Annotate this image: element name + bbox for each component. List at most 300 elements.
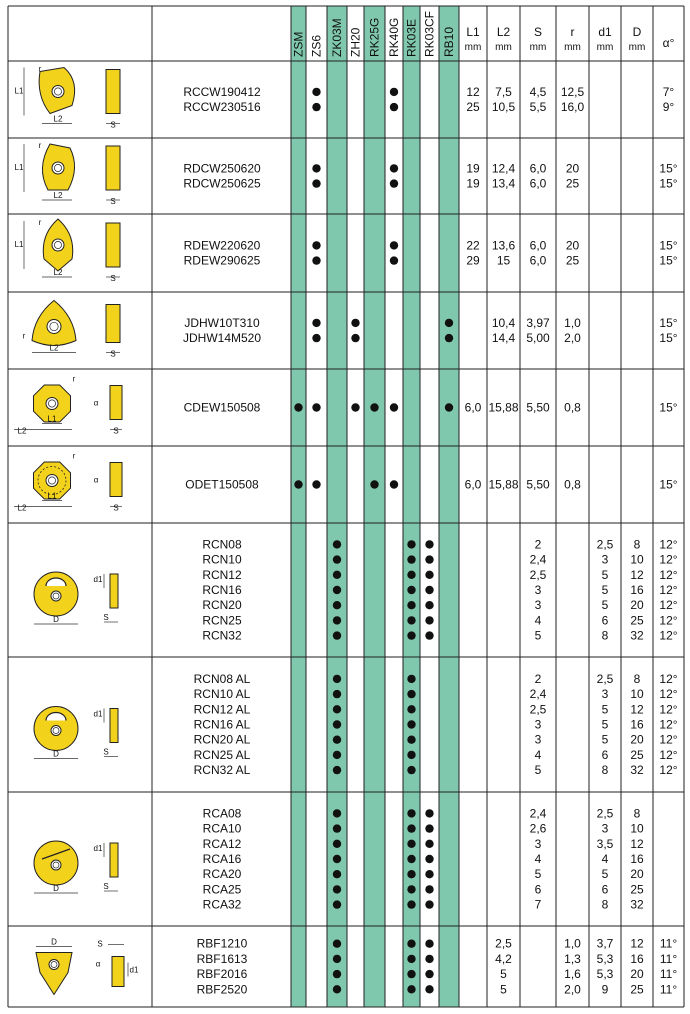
insert-row-rca32: [203, 898, 644, 912]
grade-dot-zk03m: [333, 690, 341, 698]
grade-dot-rk03e: [407, 885, 415, 893]
dim-unit-l2: mm: [495, 42, 512, 53]
grade-dot-zk03m: [333, 985, 341, 993]
grade-dot-rk03e: [407, 601, 415, 609]
dimension-label: r: [38, 64, 42, 74]
grade-dot-rk25g: [370, 403, 378, 411]
value-d1: 5: [601, 732, 609, 747]
grade-dot-rk03cf: [425, 586, 433, 594]
value-r: 2,0: [564, 331, 581, 346]
insert-code: RCA08: [202, 806, 242, 821]
grade-header-rk40g: RK40G: [387, 17, 401, 57]
value-alpha: 11°: [659, 982, 678, 997]
dimension-label: L2: [17, 503, 27, 513]
value-d: 10: [630, 687, 644, 702]
grade-dot-rk03cf: [425, 555, 433, 563]
value-s: 4: [534, 852, 542, 866]
value-r: 16,0: [560, 100, 585, 115]
value-d1: 5: [601, 702, 609, 717]
value-s: 3: [534, 598, 542, 613]
insert-drawing-rcnal: [34, 707, 118, 759]
grade-dot-rk03cf: [425, 900, 433, 908]
grade-dot-zk03m: [333, 855, 341, 863]
value-l1: 6,0: [464, 477, 482, 492]
insert-side-view: [106, 223, 120, 267]
insert-row-rca16: [203, 852, 644, 866]
value-l1: 19: [466, 176, 480, 191]
value-r: 25: [565, 176, 580, 191]
value-d: 25: [630, 747, 644, 762]
insert-code: RCN12 AL: [193, 702, 251, 717]
grade-dot-rk03cf: [425, 824, 433, 832]
grade-dot-zk03m: [333, 870, 341, 878]
grade-dot-rk40g: [390, 403, 398, 411]
value-d1: 5: [601, 598, 609, 613]
insert-drawing-rca: [34, 841, 118, 893]
value-s: 2,4: [529, 806, 547, 821]
insert-code: RBF2520: [196, 982, 248, 997]
insert-code: RCN16 AL: [193, 717, 251, 732]
value-d1: 8: [601, 763, 609, 778]
grade-dot-rk25g: [370, 480, 378, 488]
insert-drawing-jdhw: [23, 301, 120, 359]
insert-row-rccw190412: [183, 85, 674, 99]
grade-dot-rk03e: [407, 870, 415, 878]
dim-header-l2: L2: [496, 25, 511, 39]
grade-dot-zk03m: [333, 766, 341, 774]
value-s: 2: [534, 537, 542, 552]
value-s: 5: [534, 763, 542, 778]
insert-code: RCN25 AL: [193, 747, 251, 762]
value-alpha: 12°: [659, 717, 678, 732]
insert-row-rdew290625: [184, 254, 678, 268]
value-alpha: 12°: [659, 537, 678, 552]
grade-dot-rk03e: [407, 705, 415, 713]
value-alpha: 12°: [659, 763, 678, 778]
value-r: 1,3: [564, 951, 581, 966]
value-s: 2,4: [529, 687, 547, 702]
grade-dot-zs6: [312, 403, 320, 411]
value-d1: 8: [601, 897, 609, 912]
insert-row-rdcw250620: [183, 161, 677, 175]
grade-dot-zk03m: [333, 970, 341, 978]
value-l2: 14,4: [491, 331, 516, 346]
insert-row-rbf1613: [197, 952, 678, 966]
value-s: 3: [534, 732, 542, 747]
dim-unit-l1: mm: [464, 42, 482, 53]
dimension-label: r: [38, 141, 42, 150]
grade-header-rb10: RB10: [442, 26, 456, 57]
value-d1: 9: [601, 982, 609, 997]
insert-code: RCN08: [202, 537, 242, 552]
value-d: 25: [630, 982, 644, 997]
grade-dot-rk03e: [407, 571, 415, 579]
value-r: 20: [565, 238, 580, 253]
grade-dot-zsm: [294, 403, 302, 411]
insert-row-rca08: [203, 806, 641, 820]
insert-code: RDCW250620: [183, 161, 261, 176]
value-d1: 8: [601, 628, 609, 643]
insert-row-rcn20-al: [194, 733, 678, 747]
value-d: 20: [630, 598, 644, 613]
grade-dot-rk03cf: [425, 540, 433, 548]
dim-unit-r: mm: [564, 42, 581, 53]
value-alpha: 15°: [659, 315, 678, 330]
dimension-label: S: [113, 503, 119, 513]
grade-dot-zk03m: [333, 631, 341, 639]
insert-code: RCCW190412: [183, 84, 261, 99]
dimension-label: S: [110, 274, 116, 283]
grade-dot-rk03e: [407, 616, 415, 624]
value-d1: 5: [601, 717, 609, 732]
dim-header-d: D: [632, 25, 642, 39]
grade-dot-zk03m: [333, 616, 341, 624]
value-r: 1,0: [564, 936, 581, 951]
grade-dot-zk03m: [333, 705, 341, 713]
grade-dot-rk03e: [407, 540, 415, 548]
dimension-label: L1: [47, 491, 57, 501]
value-s: 5: [534, 628, 542, 643]
value-alpha: 12°: [659, 583, 678, 597]
value-alpha: 11°: [659, 967, 678, 982]
value-s: 6,0: [529, 238, 547, 253]
dim-unit-s: mm: [529, 42, 547, 53]
insert-side-view: [112, 957, 124, 987]
grade-dot-rk03e: [407, 940, 415, 948]
grade-dot-zk03m: [333, 571, 341, 579]
grade-band-rb10: [439, 6, 459, 1007]
dimension-label: L2: [53, 268, 63, 277]
dimension-label: S: [110, 120, 116, 130]
insert-row-rca20: [203, 867, 644, 881]
dimension-label: α: [93, 398, 99, 408]
grade-dot-rk03e: [407, 720, 415, 728]
insert-code: ODET150508: [185, 477, 259, 492]
grade-dot-zk03m: [333, 885, 341, 893]
value-alpha: 12°: [659, 598, 678, 613]
dim-header-s: S: [533, 25, 543, 39]
insert-code: JDHW14M520: [182, 331, 262, 346]
value-l1: 25: [466, 100, 480, 115]
grade-dot-rk03e: [407, 631, 415, 639]
value-l2: 5: [500, 982, 507, 997]
grade-dot-zh20: [351, 334, 359, 342]
value-s: 2,5: [529, 567, 547, 582]
value-alpha: 9°: [662, 100, 675, 115]
value-d1: 3: [601, 552, 609, 567]
value-alpha: 12°: [659, 552, 678, 567]
value-r: 20: [565, 161, 580, 176]
insert-row-rcn12-al: [194, 702, 678, 716]
value-d1: 2,5: [596, 806, 614, 821]
insert-row-rcn32-al: [194, 763, 678, 777]
value-alpha: 11°: [659, 936, 678, 951]
insert-code: RCA12: [202, 836, 242, 851]
value-d: 10: [630, 552, 644, 567]
insert-drawing-rdcw: [15, 141, 120, 206]
dimension-label: D: [53, 884, 59, 893]
value-s: 5: [534, 867, 542, 882]
grade-dot-zsm: [294, 480, 302, 488]
value-alpha: 12°: [659, 671, 678, 686]
insert-hole: [52, 162, 64, 174]
insert-side-view: [110, 386, 122, 420]
dim-unit-d: mm: [628, 42, 646, 53]
dim-header-alpha: α°: [662, 36, 675, 50]
grade-dot-zs6: [312, 179, 320, 187]
grade-dot-zs6: [312, 164, 320, 172]
dimension-label: d1: [93, 709, 103, 719]
dimension-label: S: [110, 349, 116, 359]
insert-row-rca10: [203, 822, 644, 836]
value-s: 6,0: [529, 161, 547, 176]
grade-dot-zk03m: [333, 586, 341, 594]
grade-dot-zk03m: [333, 601, 341, 609]
insert-code: RCA16: [202, 852, 242, 866]
grade-dot-rk03e: [407, 675, 415, 683]
insert-drawing-rccw: [15, 65, 120, 130]
dimension-label: α: [93, 475, 99, 485]
insert-code: RCA20: [202, 867, 242, 882]
value-d: 25: [630, 613, 644, 628]
dimension-label: S: [113, 426, 119, 436]
grade-dot-rk03cf: [425, 985, 433, 993]
value-d: 8: [633, 806, 641, 821]
grade-dot-rk03e: [407, 855, 415, 863]
value-d: 16: [630, 852, 644, 866]
insert-row-rcn25-al: [194, 748, 678, 762]
value-d1: 5,3: [596, 951, 614, 966]
grade-dot-rk03cf: [425, 885, 433, 893]
value-alpha: 15°: [659, 400, 678, 415]
insert-code: JDHW10T310: [184, 315, 260, 330]
value-r: 12,5: [560, 84, 585, 99]
insert-code: RCN10 AL: [193, 687, 251, 702]
insert-drawing-odet: [14, 452, 122, 513]
grade-dot-zs6: [312, 241, 320, 249]
grade-dot-zs6: [312, 319, 320, 327]
value-r: 2,0: [564, 982, 581, 997]
value-d: 12: [630, 836, 644, 851]
value-alpha: 11°: [659, 951, 678, 966]
insert-code: RCA25: [202, 882, 242, 897]
value-l1: 22: [466, 238, 480, 253]
value-d1: 5: [601, 867, 609, 882]
grade-dot-rk03cf: [425, 955, 433, 963]
value-d: 12: [630, 702, 644, 717]
value-d: 12: [630, 936, 644, 951]
insert-code: RCN20 AL: [193, 732, 251, 747]
value-d: 32: [630, 628, 644, 643]
grade-dot-rk03cf: [425, 601, 433, 609]
insert-code: RDEW220620: [183, 238, 261, 253]
insert-side-view: [106, 146, 120, 190]
dimension-label: L2: [17, 426, 27, 436]
value-l2: 7,5: [495, 84, 512, 99]
value-d: 8: [633, 671, 641, 686]
grade-dot-rk40g: [390, 103, 398, 111]
grade-dot-zk03m: [333, 736, 341, 744]
grade-dot-rk40g: [390, 164, 398, 172]
dim-header-l1: L1: [466, 25, 480, 39]
grade-dot-zs6: [312, 256, 320, 264]
value-alpha: 12°: [659, 702, 678, 717]
dimension-label: L1: [14, 86, 24, 96]
grade-dot-rk03e: [407, 970, 415, 978]
grade-dot-zk03m: [333, 675, 341, 683]
insert-code: RCN16: [202, 583, 242, 597]
grade-dot-zk03m: [333, 720, 341, 728]
grade-dot-zk03m: [333, 824, 341, 832]
value-l2: 2,5: [495, 936, 512, 951]
value-alpha: 12°: [659, 613, 678, 628]
insert-row-jdhw14m520: [183, 331, 678, 345]
value-d: 20: [630, 967, 644, 982]
dimension-label: S: [103, 613, 109, 622]
dimension-label: L1: [14, 163, 24, 172]
value-s: 4: [534, 613, 542, 628]
grade-dot-rb10: [445, 403, 453, 411]
insert-hole: [51, 591, 61, 601]
value-s: 6: [534, 882, 542, 897]
value-alpha: 15°: [659, 238, 678, 253]
value-l1: 12: [466, 84, 480, 99]
insert-hole: [51, 860, 61, 870]
grade-dot-rk03e: [407, 586, 415, 594]
value-r: 25: [565, 253, 580, 268]
insert-row-jdhw10t310: [184, 316, 677, 330]
value-d1: 3,7: [596, 936, 614, 951]
insert-side-view: [106, 70, 120, 114]
grade-dot-rk03e: [407, 840, 415, 848]
value-alpha: 15°: [659, 253, 678, 268]
grade-header-zk03m: ZK03M: [330, 18, 344, 57]
value-d: 16: [630, 717, 644, 732]
value-r: 0,8: [564, 477, 581, 492]
insert-row-rcn08-al: [194, 672, 678, 686]
value-l2: 13,4: [491, 176, 516, 191]
value-d1: 5,3: [596, 967, 614, 982]
insert-row-rca25: [203, 882, 644, 896]
value-l2: 4,2: [495, 951, 512, 966]
value-s: 3: [534, 717, 542, 732]
grade-dot-rk03e: [407, 824, 415, 832]
value-alpha: 12°: [659, 747, 678, 762]
grade-dot-rk03e: [407, 955, 415, 963]
value-alpha: 15°: [659, 331, 678, 346]
value-alpha: 12°: [659, 628, 678, 643]
grade-dot-rk03e: [407, 555, 415, 563]
value-d: 32: [630, 763, 644, 778]
dimension-label: d1: [93, 575, 103, 584]
grade-dot-zs6: [312, 88, 320, 96]
grade-header-rk25g: RK25G: [367, 17, 382, 57]
dimension-label: D: [51, 937, 57, 947]
grade-header-rk03cf: RK03CF: [422, 10, 437, 57]
insert-drawing-rdew: [15, 218, 120, 283]
value-s: 7: [534, 897, 542, 912]
dim-header-d1: d1: [598, 25, 612, 39]
value-s: 2,4: [529, 552, 547, 567]
dimension-label: L1: [14, 240, 24, 249]
value-d1: 5: [601, 567, 609, 582]
value-s: 3: [534, 836, 542, 851]
insert-drawing-cdew: [14, 375, 122, 436]
value-l1: 6,0: [464, 400, 482, 415]
value-l2: 10,5: [491, 100, 516, 115]
insert-code: RCA10: [202, 821, 242, 836]
dimension-label: S: [97, 939, 103, 949]
dimension-label: L2: [53, 191, 63, 200]
insert-side-view: [110, 463, 122, 497]
value-d1: 5: [601, 583, 609, 597]
grade-dot-rk40g: [390, 480, 398, 488]
dimension-label: d1: [129, 965, 139, 975]
grade-dot-rk03cf: [425, 631, 433, 639]
insert-side-view: [106, 305, 120, 343]
insert-row-rca12: [203, 837, 644, 851]
grade-dot-rb10: [445, 334, 453, 342]
grade-dot-rk03e: [407, 690, 415, 698]
value-d: 20: [630, 867, 644, 882]
dimension-label: r: [22, 331, 26, 341]
grade-dot-zs6: [312, 103, 320, 111]
grade-dot-rk03e: [407, 751, 415, 759]
insert-top-view: [36, 953, 72, 995]
value-d1: 3: [601, 821, 609, 836]
dimension-label: α: [95, 959, 101, 969]
value-d1: 2,5: [596, 537, 614, 552]
grade-dot-rk03cf: [425, 809, 433, 817]
value-alpha: 15°: [659, 161, 678, 176]
grade-dot-zk03m: [333, 940, 341, 948]
dimension-label: r: [38, 218, 42, 227]
value-l2: 15: [496, 253, 511, 268]
grade-dot-zk03m: [333, 540, 341, 548]
insert-hole: [52, 239, 64, 251]
value-alpha: 15°: [659, 176, 678, 191]
value-r: 0,8: [564, 400, 581, 415]
insert-code: RBF1210: [196, 936, 248, 951]
grade-dot-zk03m: [333, 555, 341, 563]
grade-dot-rk40g: [390, 179, 398, 187]
value-d1: 3: [601, 687, 609, 702]
value-l2: 15,88: [488, 477, 519, 492]
dimension-label: S: [110, 197, 116, 206]
grade-dot-zs6: [312, 480, 320, 488]
grade-dot-zk03m: [333, 900, 341, 908]
insert-drawing-rbf: [36, 938, 139, 995]
insert-code: CDEW150508: [183, 400, 261, 415]
dimension-label: S: [103, 747, 109, 757]
grade-dot-zk03m: [333, 955, 341, 963]
grade-dot-zh20: [351, 403, 359, 411]
grade-dot-rk03cf: [425, 571, 433, 579]
insert-hole: [51, 726, 61, 736]
grade-band-zsm: [291, 6, 306, 1007]
grade-header-zsm: ZSM: [291, 31, 306, 57]
insert-row-odet150508: [185, 478, 677, 492]
value-l2: 13,6: [491, 238, 516, 253]
insert-code: RCN08 AL: [193, 671, 251, 686]
dimension-label: D: [53, 749, 59, 759]
insert-hole: [49, 960, 59, 970]
value-d: 16: [630, 583, 644, 597]
insert-code: RCN12: [202, 567, 242, 582]
value-s: 6,0: [529, 253, 547, 268]
value-d: 32: [630, 897, 644, 912]
value-s: 2,5: [529, 702, 547, 717]
